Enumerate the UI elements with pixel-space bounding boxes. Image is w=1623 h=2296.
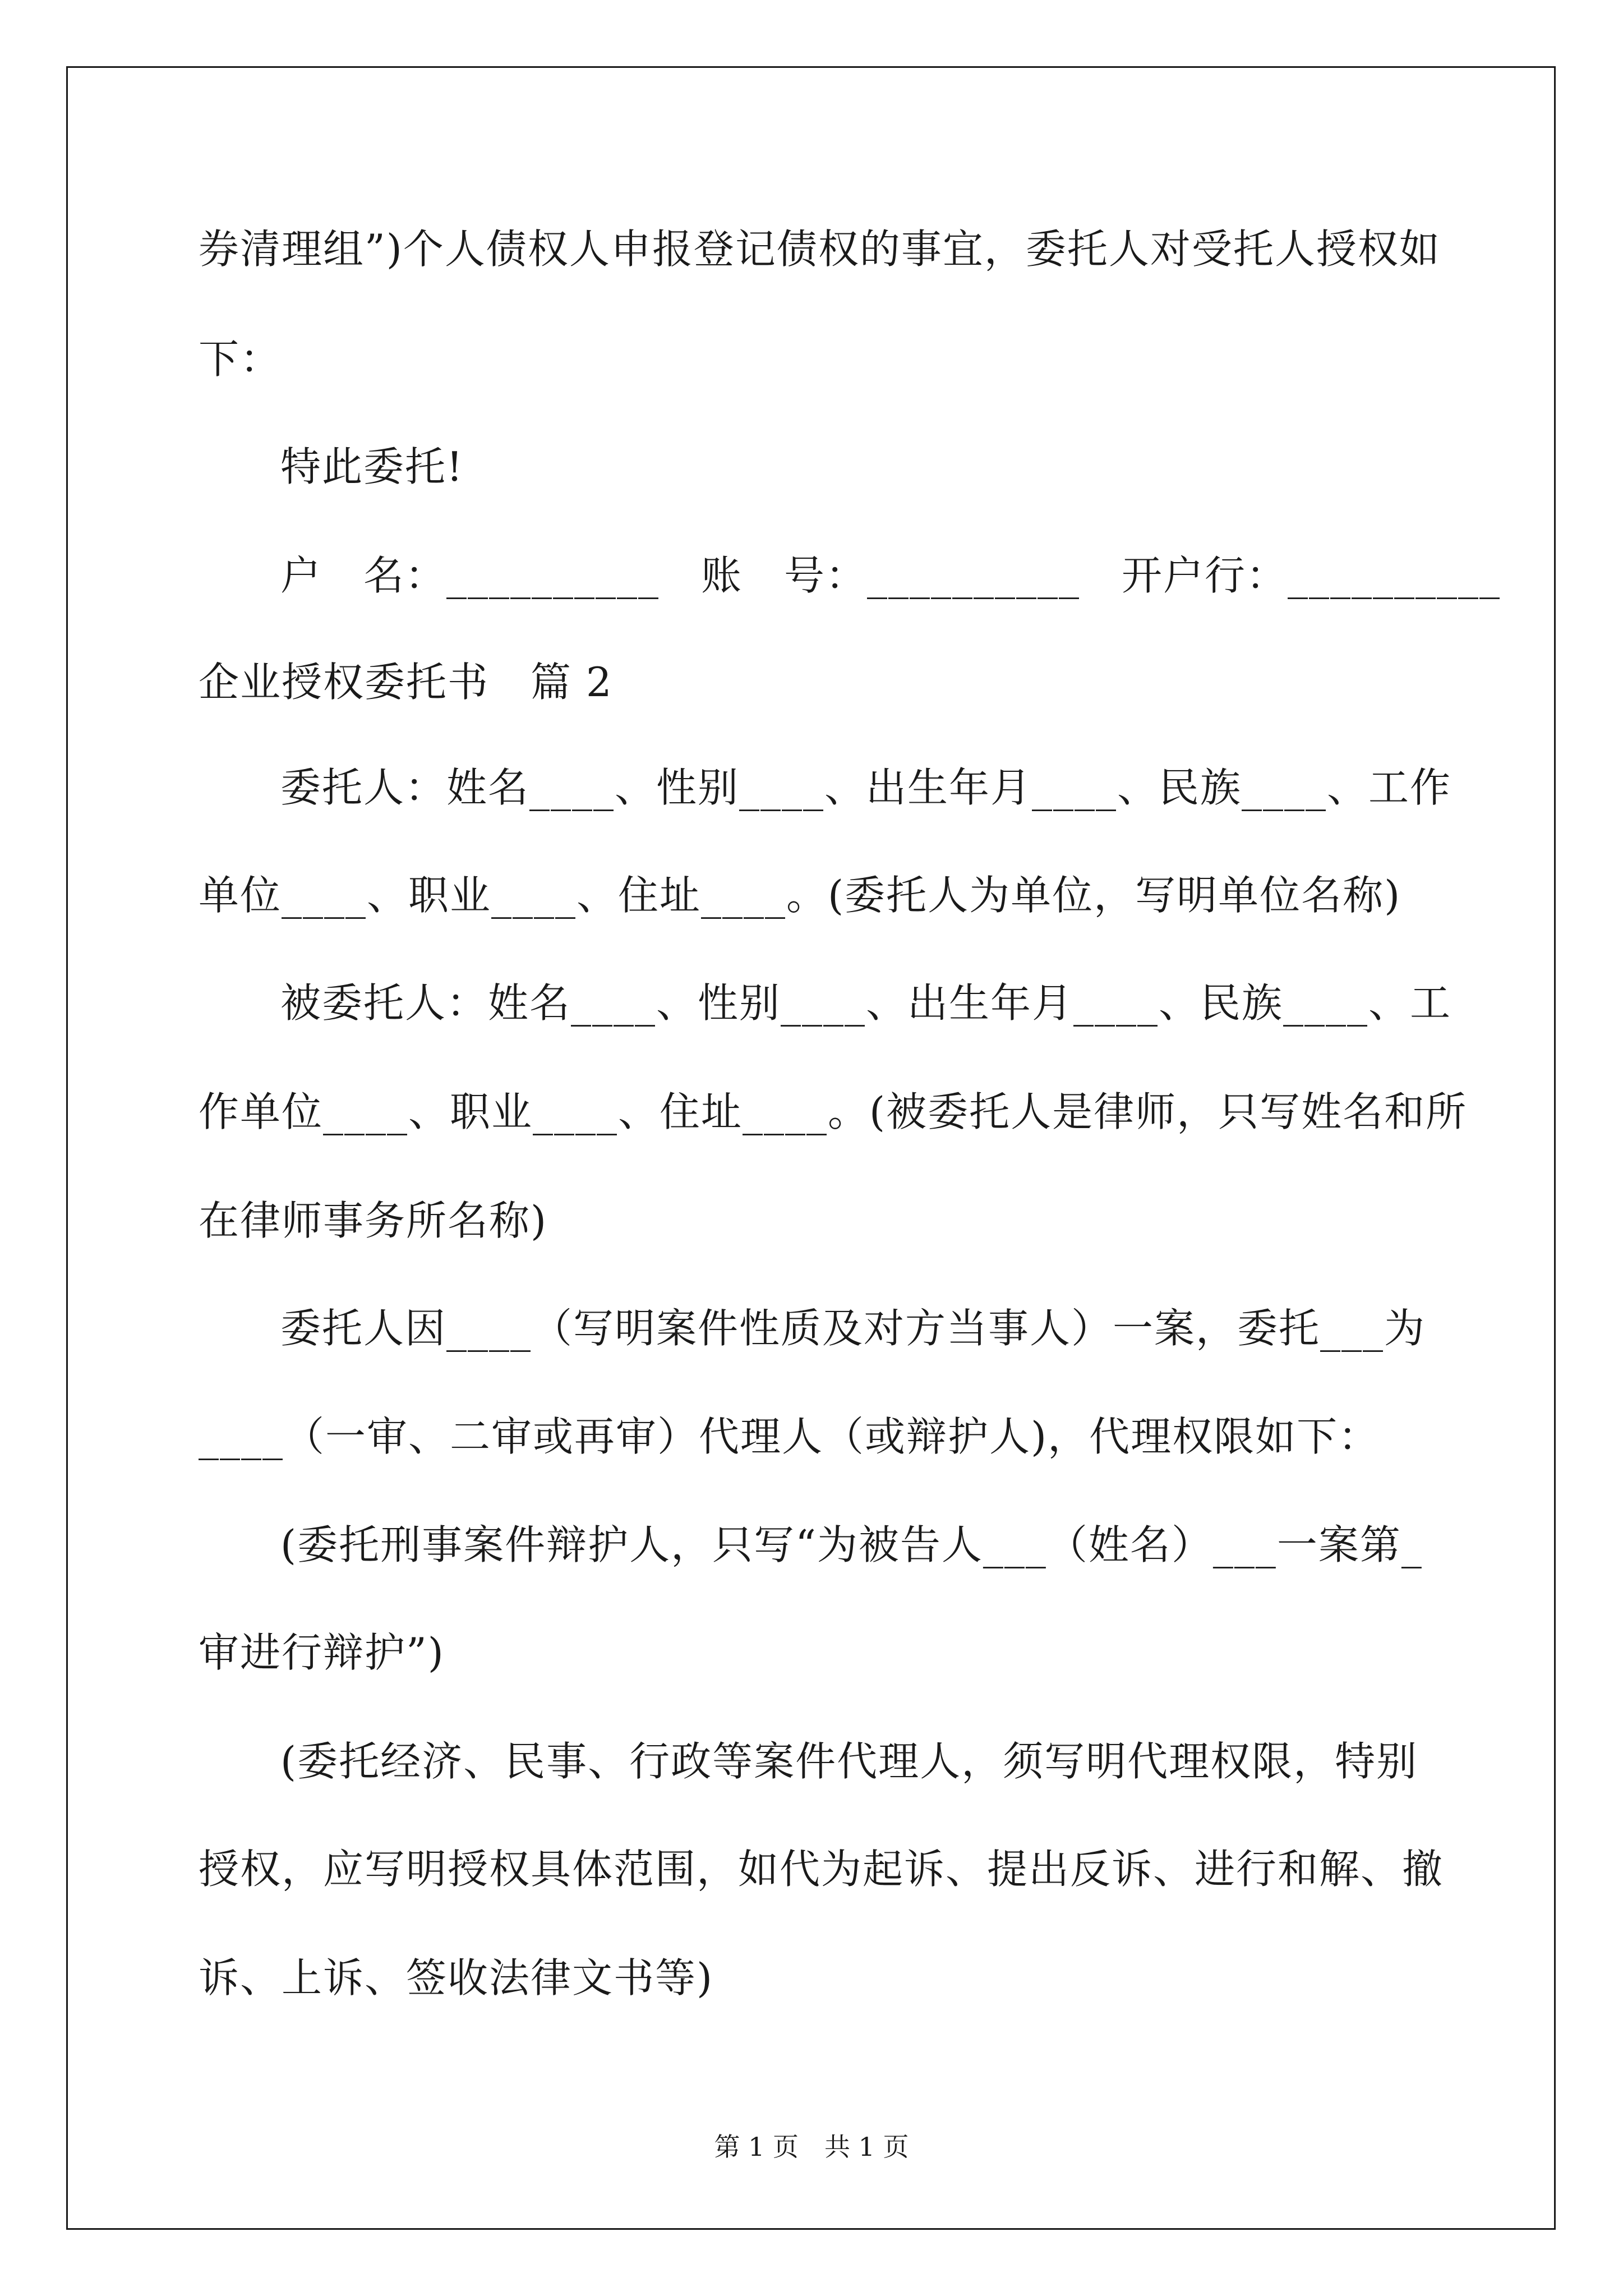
paragraph-line: (委托刑事案件辩护人，只写“为被告人___（姓名）___一案第_ — [280, 1521, 1423, 1568]
paragraph-line: 授权，应写明授权具体范围，如代为起诉、提出反诉、进行和解、撤 — [199, 1846, 1444, 1893]
paragraph-line: 户 名：__________ 账 号：__________ 开户行：__________ — [280, 552, 1501, 599]
paragraph-line: 审进行辩护”) — [199, 1629, 445, 1676]
paragraph-line: 委托人因____（写明案件性质及对方当事人）一案，委托___为 — [280, 1305, 1426, 1352]
paragraph-line: ____（一审、二审或再审）代理人（或辩护人)，代理权限如下： — [199, 1413, 1380, 1460]
paragraph-line: 券清理组”)个人债权人申报登记债权的事宜，委托人对受托人授权如 — [199, 226, 1441, 273]
paragraph-line: (委托经济、民事、行政等案件代理人，须写明代理权限，特别 — [280, 1738, 1418, 1785]
page-border — [66, 66, 1556, 2230]
paragraph-line: 下： — [199, 335, 282, 383]
paragraph-line: 作单位____、职业____、住址____。(被委托人是律师，只写姓名和所 — [199, 1088, 1468, 1135]
section-heading: 企业授权委托书 篇 2 — [199, 659, 613, 706]
paragraph-line: 在律师事务所名称) — [199, 1197, 548, 1244]
paragraph-line: 被委托人：姓名____、性别____、出生年月____、民族____、工 — [280, 979, 1452, 1027]
paragraph-line: 单位____、职业____、住址____。(委托人为单位，写明单位名称) — [199, 872, 1401, 919]
paragraph-line: 特此委托! — [280, 443, 464, 490]
paragraph-line: 诉、上诉、签收法律文书等) — [199, 1954, 714, 2001]
page-footer: 第 1 页 共 1 页 — [714, 2132, 909, 2162]
paragraph-line: 委托人：姓名____、性别____、出生年月____、民族____、工作 — [280, 764, 1452, 811]
